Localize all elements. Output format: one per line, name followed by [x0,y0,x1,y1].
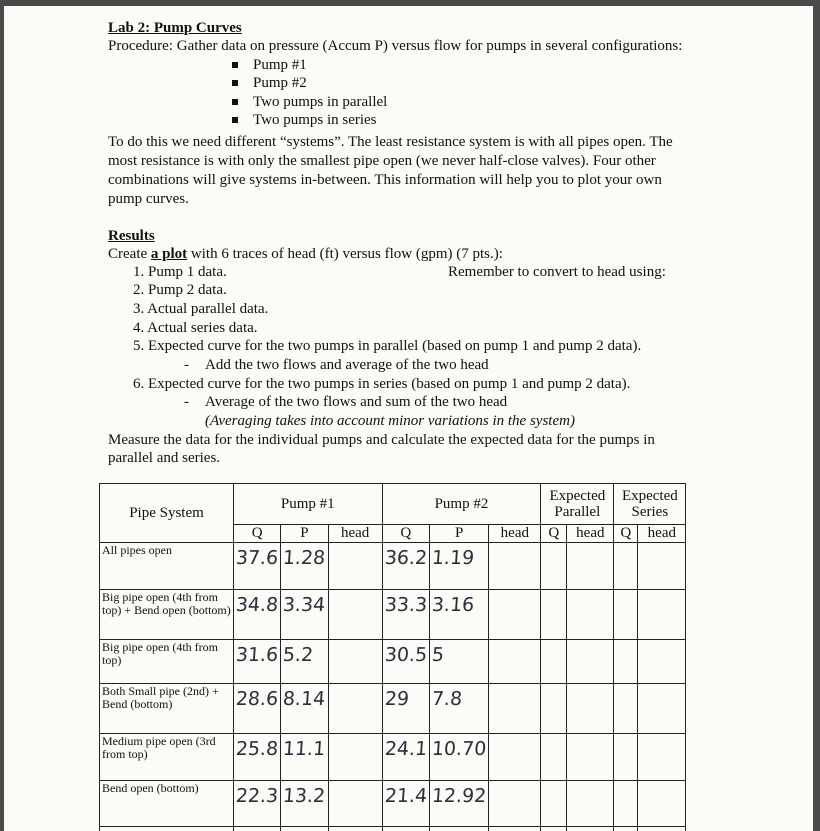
head-header: head [328,525,382,543]
pump2-q-value: 29 [383,688,410,710]
pipe-system-cell: Both Small pipe (2nd) + Bend (bottom) [100,684,234,734]
empty-cell [614,543,638,590]
empty-cell [489,734,541,781]
bullet-pump2: Pump #2 [253,75,307,91]
empty-cell [638,781,686,827]
paragraph-line: most resistance is with only the smallest pipe open (we never half-close valves). Four other [108,153,656,169]
q-header: Q [541,525,567,543]
empty-cell [567,734,614,781]
results-heading: Results [108,228,155,244]
bullet-marker [232,62,238,68]
p-header: P [281,525,328,543]
pump2-p-value: 7.8 [431,688,463,710]
table-row [100,590,686,640]
paragraph-line: combinations will give systems in-between. This information will help you to plot your own [108,172,662,188]
paragraph-line: To do this we need different “systems”. The least resistance system is with all pipes open. The [108,134,673,150]
lab-title: Lab 2: Pump Curves [108,20,242,36]
procedure-label: Procedure: [108,38,173,54]
pump2-p-value: 5 [431,644,445,666]
results-sub6-dash: - [184,394,189,410]
results-sub-5: Add the two flows and average of the two head [205,357,489,373]
pipe-system-header: Pipe System [100,484,234,543]
pump2-q-value: 24.1 [383,738,428,760]
pump1-q-value: 28.6 [235,688,279,710]
pipe-system-cell: Big pipe open (4th from top) + Bend open (bottom) [100,590,234,640]
pump2-q-value: 33.3 [383,594,428,616]
pump1-p-value: 1.28 [282,547,327,569]
results-intro [108,245,503,263]
pump1-q-value: 34.8 [235,594,279,616]
expected-parallel-header: Expected Parallel [541,484,614,525]
bullet-pump1: Pump #1 [253,57,307,73]
empty-cell [614,590,638,640]
empty-cell [638,684,686,734]
empty-cell [567,684,614,734]
empty-cell [489,640,541,684]
results-item-4: 4. Actual series data. [133,320,258,336]
pump2-q-value: 21.4 [383,785,428,807]
results-item-6: 6. Expected curve for the two pumps in series (based on pump 1 and pump 2 data). [133,376,631,392]
empty-cell [638,734,686,781]
pipe-system-cell: All pipes open [100,543,234,590]
empty-cell [328,781,382,827]
results-item-1: 1. Pump 1 data. [133,264,227,280]
pump1-p-value: 13.2 [282,785,327,807]
empty-cell [614,684,638,734]
pump2-p-value: 12.92 [431,785,487,807]
pump2-header: Pump #2 [382,484,541,525]
empty-cell [567,640,614,684]
empty-cell [489,684,541,734]
table-row [100,640,686,684]
head-header: head [567,525,614,543]
empty-cell [541,543,567,590]
empty-cell [328,640,382,684]
pump1-q-value: 37.6 [235,547,279,569]
pump1-q-value: 22.3 [235,785,279,807]
results-item-5: 5. Expected curve for the two pumps in parallel (based on pump 1 and pump 2 data). [133,338,642,354]
empty-cell [638,640,686,684]
pump1-p-value: 11.1 [282,738,327,760]
table-row [100,781,686,827]
empty-cell [541,640,567,684]
empty-cell [638,543,686,590]
table-row-partial [100,827,686,831]
procedure-text: Gather data on pressure (Accum P) versus flow for pumps in several configurations: [176,38,683,54]
results-intro-post: with 6 traces of head (ft) versus flow (gpm) (7 pts.): [187,246,503,262]
results-intro-pre: Create [108,246,151,262]
pump2-q-value: 36.2 [383,547,428,569]
table-row [100,543,686,590]
bullet-series: Two pumps in series [253,112,377,128]
empty-cell [328,590,382,640]
empty-cell [541,684,567,734]
empty-cell [541,781,567,827]
empty-cell [328,543,382,590]
pump2-q-value: 30.5 [383,644,428,666]
empty-cell [489,590,541,640]
empty-cell [328,734,382,781]
head-header: head [489,525,541,543]
p-header: P [429,525,488,543]
pump1-p-value: 8.14 [282,688,327,710]
empty-cell [328,684,382,734]
q-header: Q [234,525,281,543]
empty-cell [614,734,638,781]
empty-cell [541,590,567,640]
measure-line: Measure the data for the individual pumps and calculate the expected data for the pumps in [108,432,655,448]
measure-line: parallel and series. [108,450,221,466]
empty-cell [638,590,686,640]
bullet-marker [232,117,238,123]
pipe-system-cell: Big pipe open (4th from top) [100,640,234,684]
document-page [4,6,813,831]
paragraph-line: pump curves. [108,191,189,207]
empty-cell [489,781,541,827]
bullet-parallel: Two pumps in parallel [253,94,388,110]
results-item-2: 2. Pump 2 data. [133,282,227,298]
table-row [100,684,686,734]
bullet-marker [232,80,238,86]
table-row [100,734,686,781]
results-sub-6: Average of the two flows and sum of the two head [205,394,508,410]
results-intro-plot: a plot [150,246,188,262]
empty-cell [567,781,614,827]
pump1-q-value: 25.8 [235,738,279,760]
empty-cell [614,640,638,684]
bullet-marker [232,99,238,105]
pipe-system-cell: Medium pipe open (3rd from top) [100,734,234,781]
data-table [99,483,686,831]
pump2-p-value: 10.70 [431,738,487,760]
pipe-system-cell: Bend open (bottom) [100,781,234,827]
pump1-p-value: 3.34 [282,594,327,616]
pump1-q-value: 31.6 [235,644,279,666]
empty-cell [541,734,567,781]
pump1-header: Pump #1 [234,484,383,525]
expected-series-header: Expected Series [614,484,686,525]
empty-cell [489,543,541,590]
head-header: head [638,525,686,543]
pump2-p-value: 1.19 [431,547,475,569]
empty-cell [567,590,614,640]
results-sub-6-note: (Averaging takes into account minor variations in the system) [205,413,575,429]
empty-cell [567,543,614,590]
pump1-p-value: 5.2 [282,644,315,666]
q-header: Q [614,525,638,543]
q-header: Q [382,525,429,543]
results-item-3: 3. Actual parallel data. [133,301,269,317]
procedure-line [108,37,682,55]
results-sub5-dash: - [184,357,189,373]
empty-cell [614,781,638,827]
remember-note: Remember to convert to head using: [448,264,666,280]
pump2-p-value: 3.16 [431,594,475,616]
